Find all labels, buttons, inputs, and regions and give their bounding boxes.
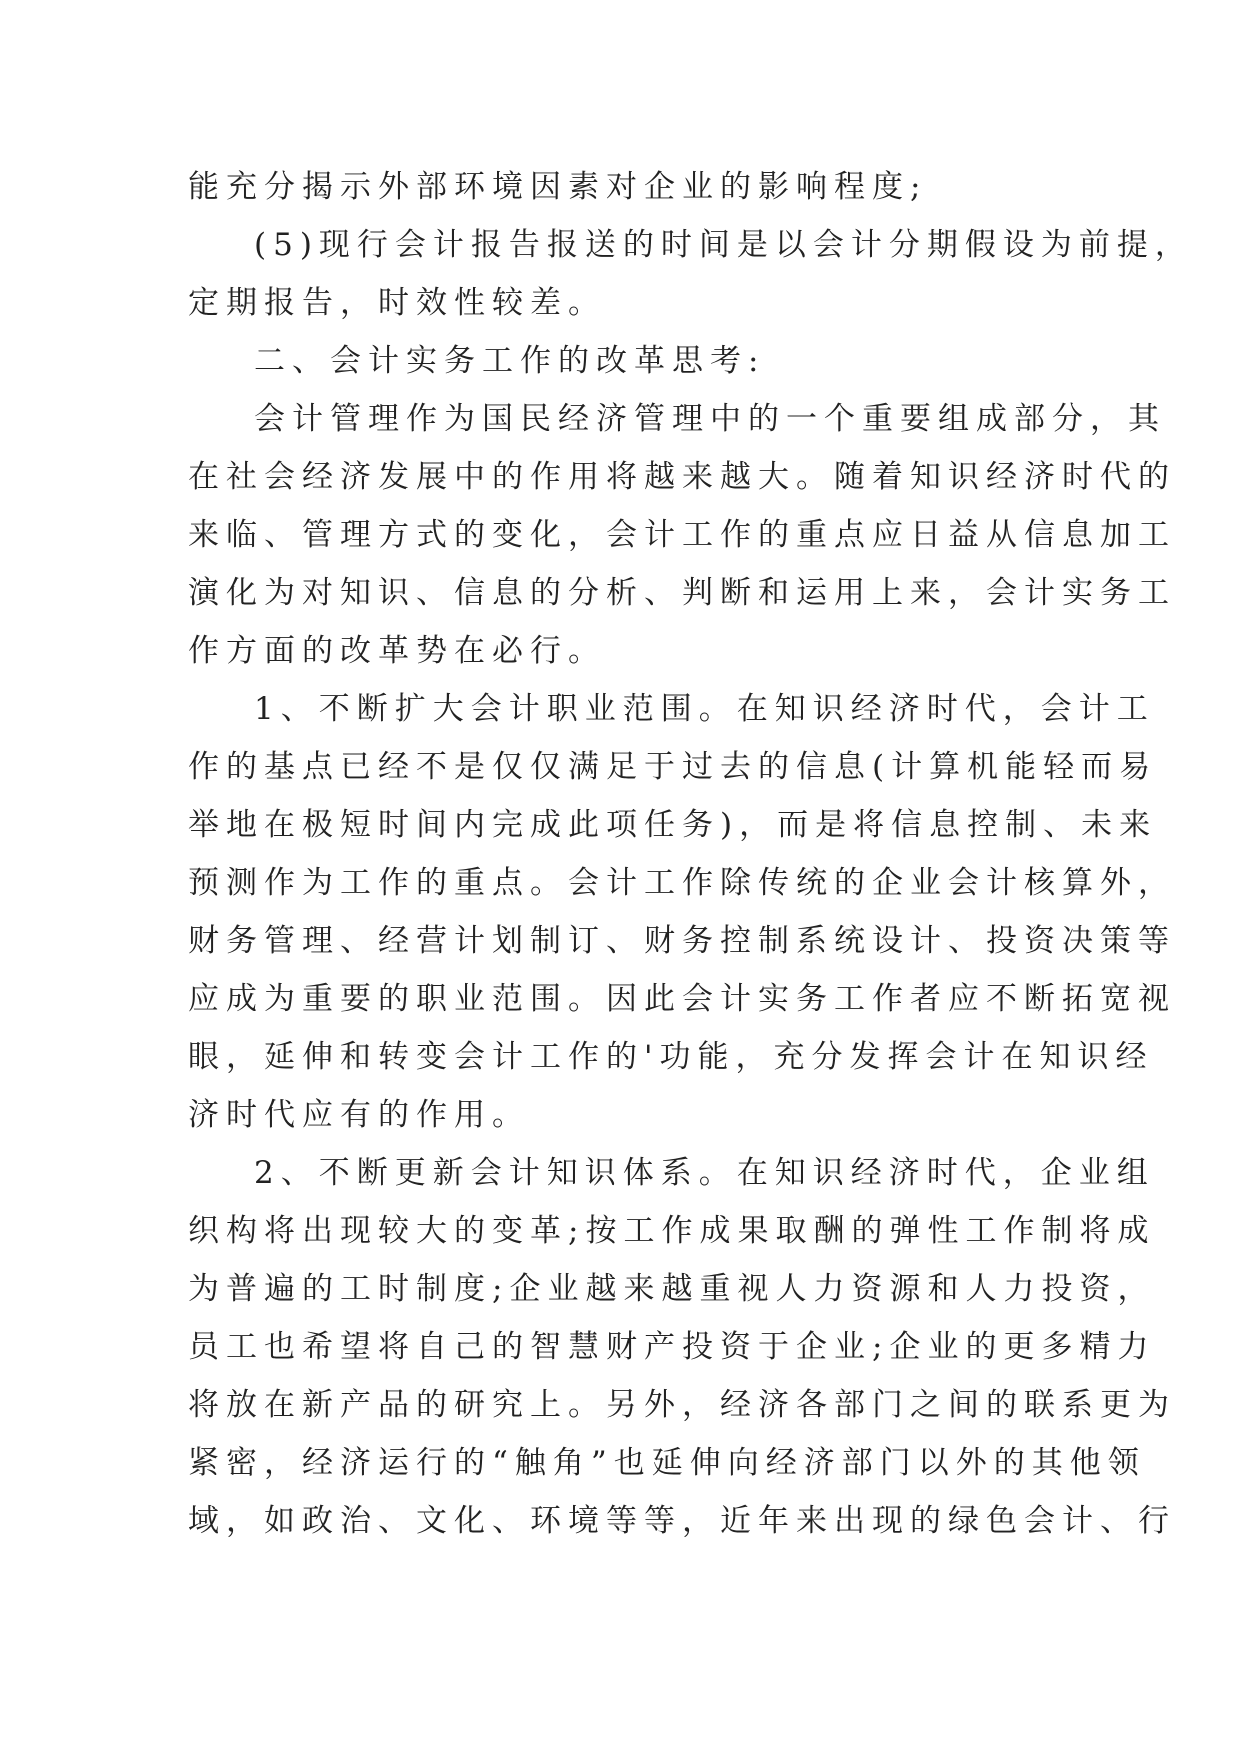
section-heading: 二、会计实务工作的改革思考: [254, 343, 766, 379]
text-line: 来临、管理方式的变化，会计工作的重点应日益从信息加工 [188, 517, 1176, 553]
text-line: 在社会经济发展中的作用将越来越大。随着知识经济时代的 [188, 459, 1176, 495]
text-line: 织构将出现较大的变革;按工作成果取酬的弹性工作制将成 [188, 1213, 1156, 1249]
text-line: 定期报告，时效性较差。 [188, 285, 606, 321]
text-line: 预测作为工作的重点。会计工作除传统的企业会计核算外， [188, 865, 1176, 901]
text-line: 员工也希望将自己的智慧财产投资于企业;企业的更多精力 [188, 1329, 1156, 1365]
text-line: 紧密，经济运行的“触角”也延伸向经济部门以外的其他领 [188, 1445, 1146, 1481]
text-line: 作方面的改革势在必行。 [188, 633, 606, 669]
text-line: 1、不断扩大会计职业范围。在知识经济时代，会计工 [254, 691, 1155, 727]
text-line: 为普遍的工时制度;企业越来越重视人力资源和人力投资， [188, 1271, 1156, 1307]
text-line: 济时代应有的作用。 [188, 1097, 530, 1133]
text-line: 2、不断更新会计知识体系。在知识经济时代，企业组 [254, 1155, 1155, 1191]
text-line: 财务管理、经营计划制订、财务控制系统设计、投资决策等 [188, 923, 1176, 959]
text-line: 能充分揭示外部环境因素对企业的影响程度; [188, 169, 928, 205]
text-line: 眼，延伸和转变会计工作的'功能，充分发挥会计在知识经 [188, 1039, 1154, 1075]
text-line: 演化为对知识、信息的分析、判断和运用上来，会计实务工 [188, 575, 1176, 611]
text-line: 将放在新产品的研究上。另外，经济各部门之间的联系更为 [188, 1387, 1176, 1423]
text-line: (5)现行会计报告报送的时间是以会计分期假设为前提， [254, 227, 1193, 263]
text-line: 域，如政治、文化、环境等等，近年来出现的绿色会计、行 [188, 1503, 1176, 1539]
text-line: 应成为重要的职业范围。因此会计实务工作者应不断拓宽视 [188, 981, 1176, 1017]
text-line: 会计管理作为国民经济管理中的一个重要组成部分，其 [254, 401, 1166, 437]
text-line: 作的基点已经不是仅仅满足于过去的信息(计算机能轻而易 [188, 749, 1158, 785]
text-line: 举地在极短时间内完成此项任务)，而是将信息控制、未来 [188, 807, 1158, 843]
